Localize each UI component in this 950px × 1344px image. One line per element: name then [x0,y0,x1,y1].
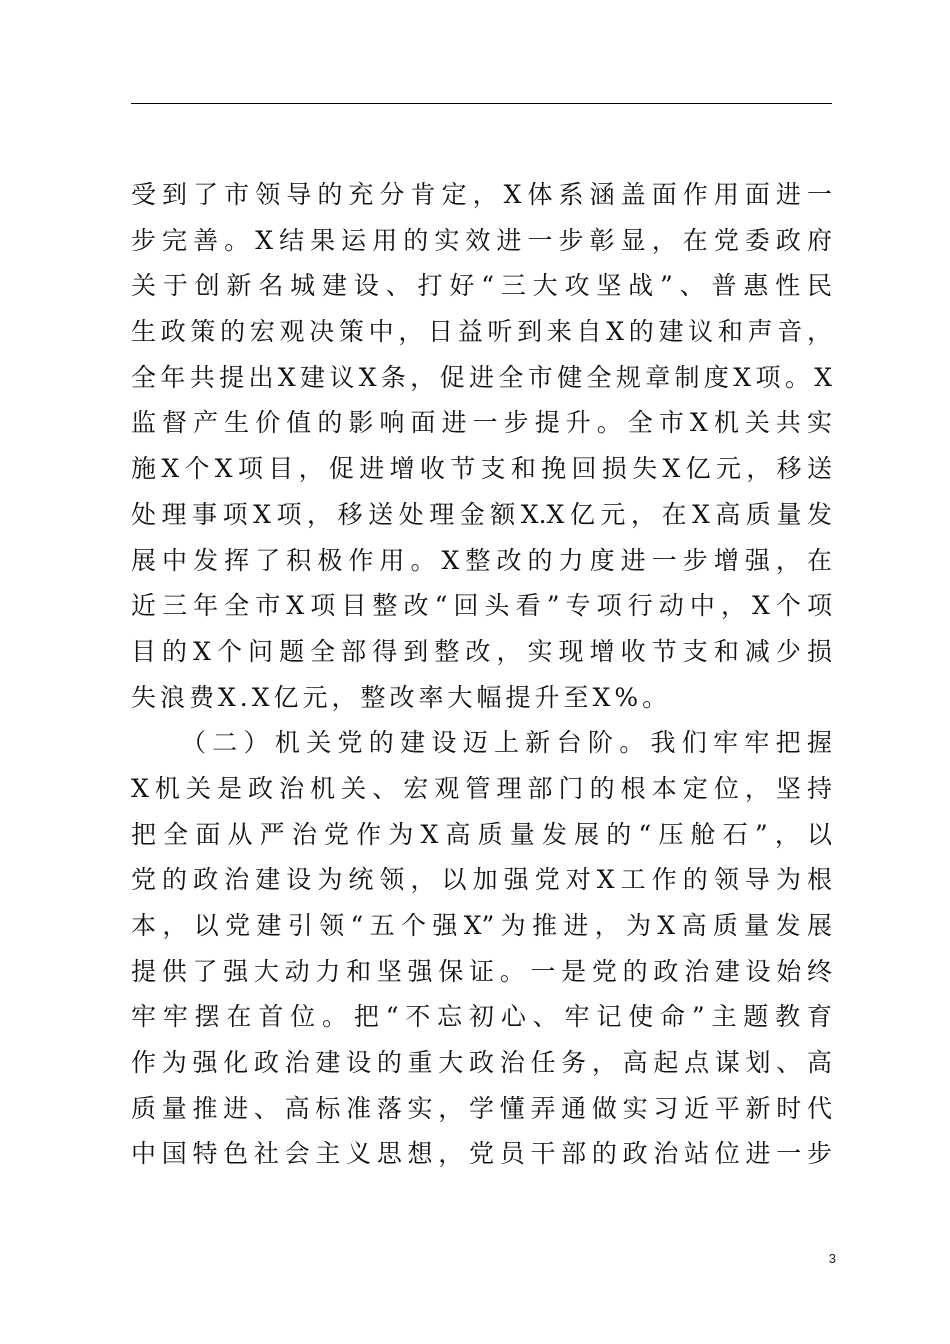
text-line: 质量推进、高标准落实，学懂弄通做实习近平新时代 [131,1093,832,1123]
text-line: 牢牢摆在首位。把“不忘初心、牢记使命”主题教育 [131,1002,832,1032]
text-line: 近三年全市X项目整改“回头看”专项行动中，X个项 [131,591,832,621]
text-line: 把全面从严治党作为X高质量发展的“压舱石”，以 [131,819,832,849]
text-line: （二）机关党的建设迈上新台阶。我们牢牢把握 [181,728,832,758]
text-line: 生政策的宏观决策中，日益听到来自X的建议和声音， [131,317,832,347]
paragraph-2 [131,720,832,1177]
document-body [131,172,832,1177]
text-line: 全年共提出X建议X条，促进全市健全规章制度X项。X [131,362,832,392]
text-line: 施X个X项目，促进增收节支和挽回损失X亿元，移送 [131,454,832,484]
text-line: 作为强化政治建设的重大政治任务，高起点谋划、高 [131,1048,832,1078]
text-line: 提供了强大动力和坚强保证。一是党的政治建设始终 [131,956,832,986]
text-line: 展中发挥了积极作用。X整改的力度进一步增强，在 [131,545,832,575]
text-line: X机关是政治机关、宏观管理部门的根本定位，坚持 [131,773,832,803]
paragraph-1 [131,172,832,720]
text-line: 步完善。X结果运用的实效进一步彰显，在党委政府 [131,225,832,255]
text-line: 处理事项X项，移送处理金额X.X亿元，在X高质量发 [131,499,832,529]
text-line: 受到了市领导的充分肯定，X体系涵盖面作用面进一 [131,180,832,209]
page-number: 3 [828,1251,836,1266]
text-line: 关于创新名城建设、打好“三大攻坚战”、普惠性民 [131,271,832,301]
text-line: 本，以党建引领“五个强X”为推进，为X高质量发展 [131,911,832,940]
text-line: 目的X个问题全部得到整改，实现增收节支和减少损 [131,636,832,666]
text-line: 中国特色社会主义思想，党员干部的政治站位进一步 [131,1139,832,1169]
text-line: 监督产生价值的影响面进一步提升。全市X机关共实 [131,408,832,438]
text-line: 党的政治建设为统领，以加强党对X工作的领导为根 [131,865,832,895]
header-rule [131,103,832,104]
text-line: 失浪费X.X亿元，整改率大幅提升至X%。 [131,682,672,712]
